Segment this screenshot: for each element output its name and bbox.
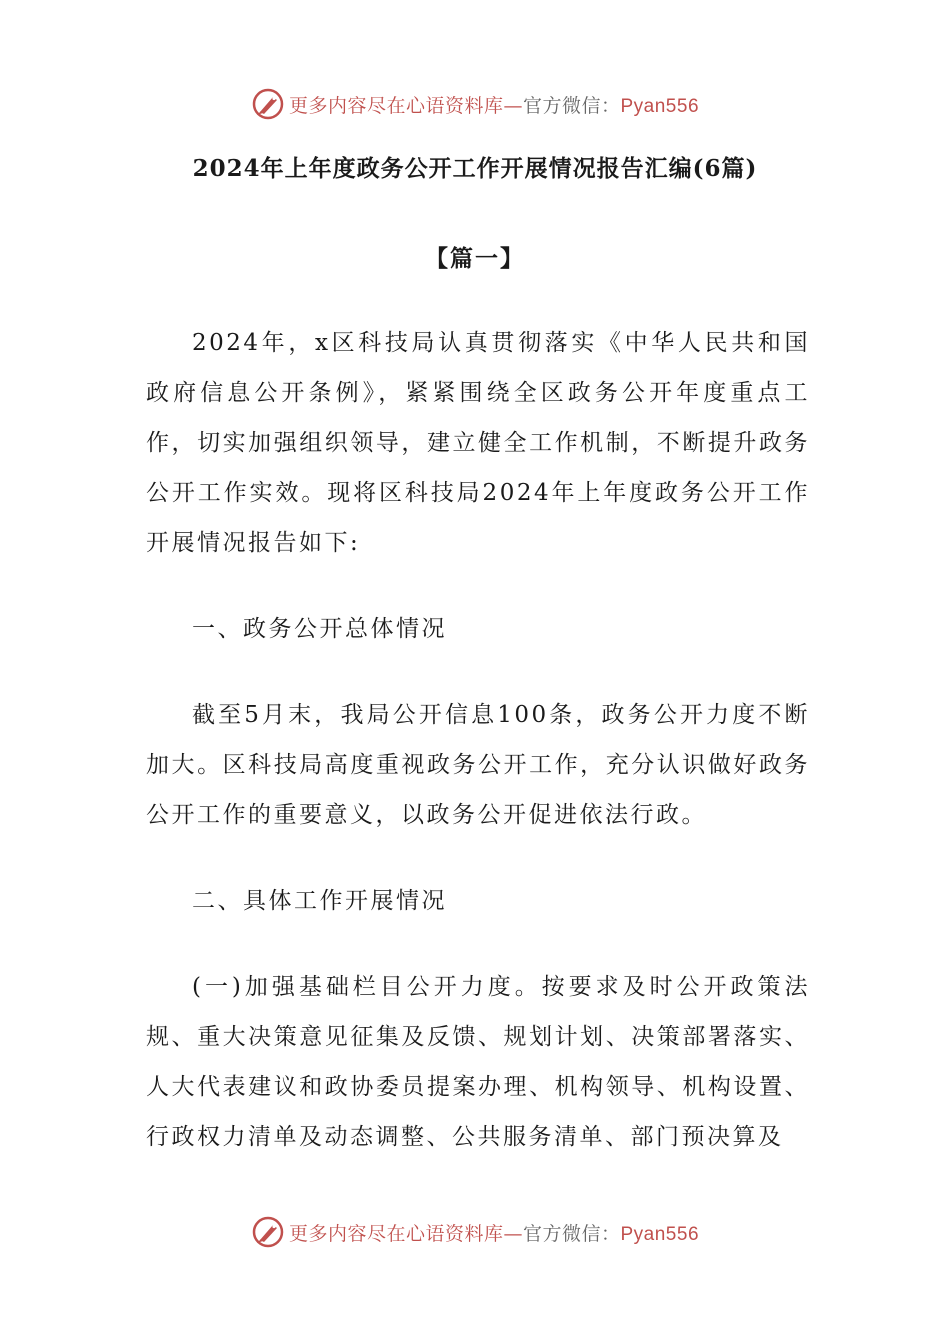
paragraph-intro: 2024年，x区科技局认真贯彻落实《中华人民共和国政府信息公开条例》，紧紧围绕全区政务公开年度重点工作，切实加强组织领导，建立健全工作机制，不断提升政务公开工作实效。现将区科技局2024年上年度政务公开工作开展情况报告如下:: [146, 330, 810, 556]
document-body: [146, 318, 810, 1162]
banner-slogan: 更多内容尽在心语资料库: [288, 1222, 504, 1245]
document-title: 2024年上年度政务公开工作开展情况报告汇编(6篇): [192, 155, 758, 182]
header-banner: [0, 84, 950, 124]
footer-banner: [0, 1212, 950, 1252]
banner-wechat-handle: Pyan556: [620, 95, 700, 117]
banner-text: [289, 1219, 699, 1246]
heading-overview: 一、政务公开总体情况: [192, 616, 447, 642]
pen-nib-logo-icon: [251, 87, 285, 121]
pen-nib-logo-icon: [251, 1215, 285, 1249]
banner-dash: —: [503, 94, 523, 117]
heading-details: 二、具体工作开展情况: [192, 888, 447, 914]
banner-slogan: 更多内容尽在心语资料库: [288, 94, 504, 117]
banner-wechat-handle: Pyan556: [620, 1223, 700, 1245]
banner-text: [289, 91, 699, 118]
paragraph-details: (一)加强基础栏目公开力度。按要求及时公开政策法规、重大决策意见征集及反馈、规划计划、决策部署落实、人大代表建议和政协委员提案办理、机构领导、机构设置、行政权力清单及动态调整、公共服务清单、部门预决算及: [146, 974, 810, 1150]
banner-label: 官方微信：: [522, 1222, 621, 1245]
banner-dash: —: [503, 1222, 523, 1245]
banner-label: 官方微信：: [522, 94, 621, 117]
paragraph-overview: 截至5月末，我局公开信息100条，政务公开力度不断加大。区科技局高度重视政务公开工作，充分认识做好政务公开工作的重要意义，以政务公开促进依法行政。: [146, 702, 810, 828]
section-label: 【篇一】: [425, 245, 525, 272]
